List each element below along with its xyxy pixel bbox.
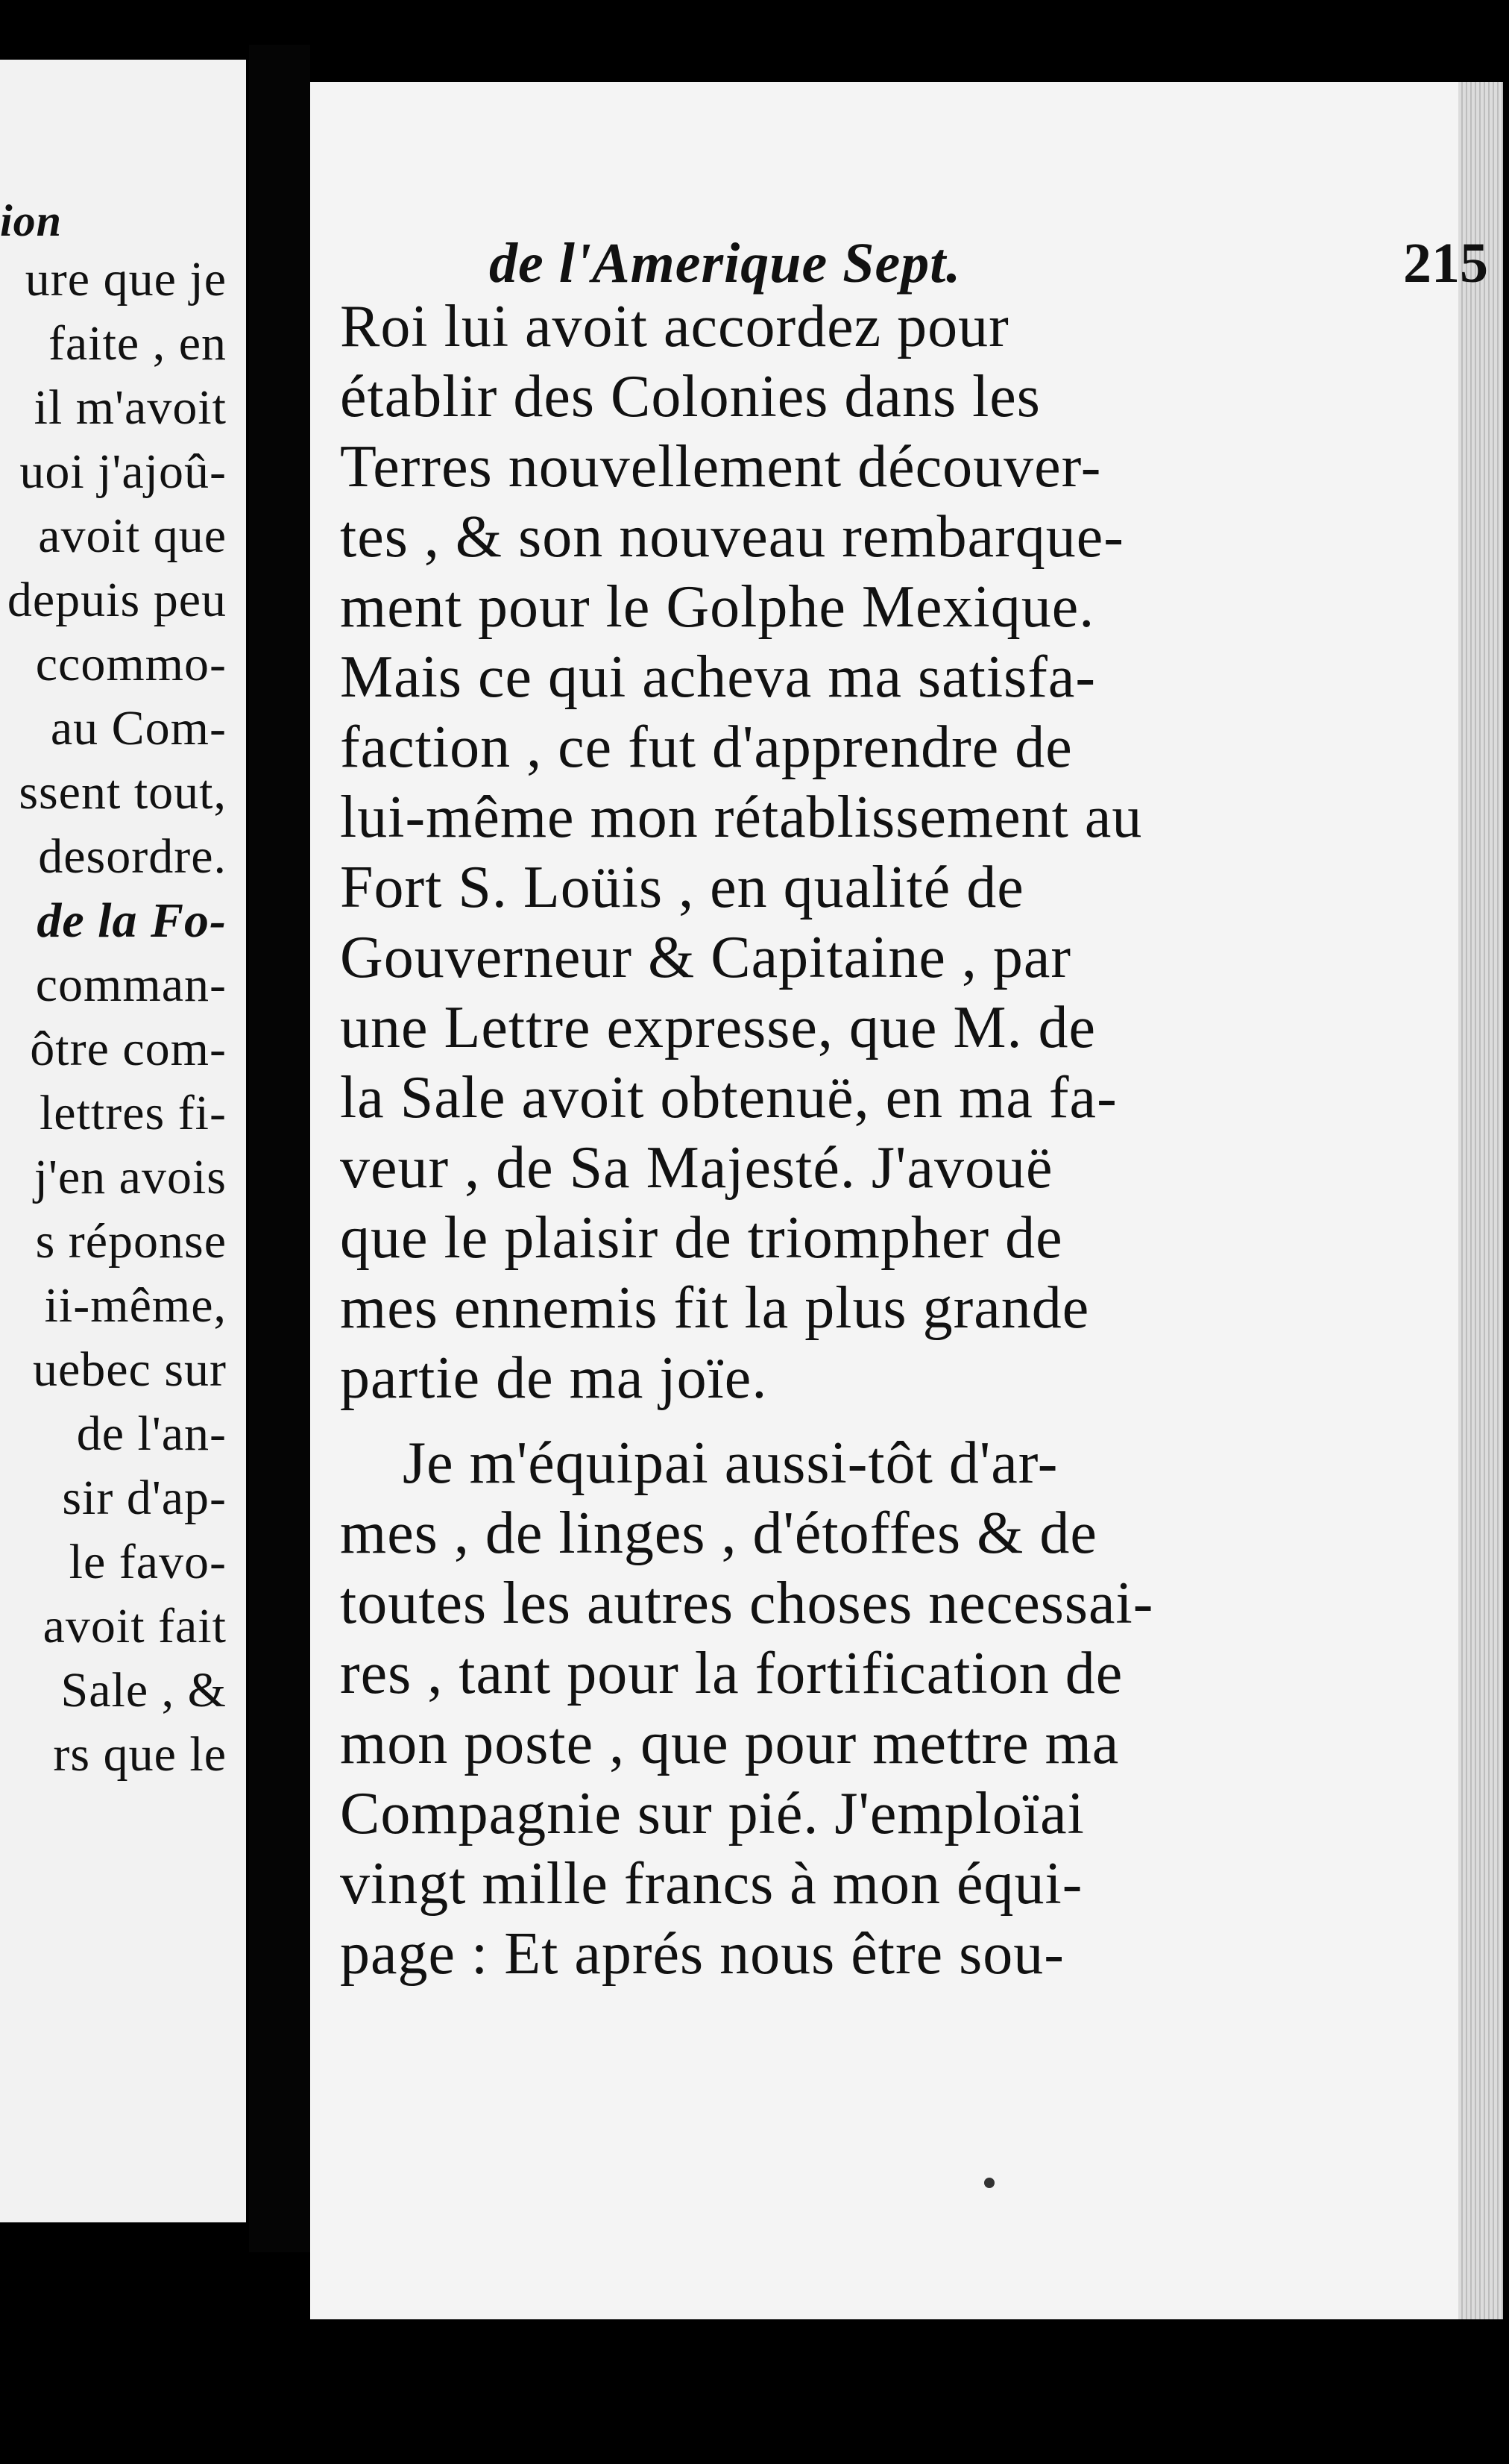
text-line: mes , de linges , d'étoffes & de (340, 1500, 1097, 1566)
text-line: une Lettre expresse, que M. de (340, 995, 1097, 1060)
left-line: Sale , & (60, 1663, 227, 1717)
page-edge (1458, 82, 1503, 2319)
left-line: le favo- (69, 1535, 227, 1589)
running-head (489, 231, 1488, 298)
left-line: lettres fi- (39, 1086, 227, 1140)
left-line: ôtre com- (30, 1022, 227, 1076)
text-line: Gouverneur & Capitaine , par (340, 925, 1072, 990)
left-line: uebec sur (32, 1342, 227, 1397)
text-line: partie de ma joïe. (340, 1345, 768, 1411)
left-line: de l'an- (76, 1407, 227, 1461)
left-line: uoi j'ajoû- (19, 444, 227, 499)
left-line: s réponse (35, 1214, 227, 1269)
text-line: page : Et aprés nous être sou- (340, 1921, 1065, 1987)
left-line: desordre. (38, 829, 227, 884)
text-line: Compagnie sur pié. J'emploïai (340, 1781, 1085, 1847)
running-head-title: de l'Amerique Sept. (489, 232, 962, 295)
paragraph-first-line: Je m'équipai aussi-tôt d'ar- (403, 1430, 1059, 1496)
left-line: faite , en (48, 316, 227, 371)
left-line: ii-même, (44, 1278, 227, 1333)
left-line: rs que le (53, 1727, 227, 1782)
left-line: comman- (35, 958, 227, 1012)
text-line: tes , & son nouveau rembarque- (340, 504, 1124, 570)
text-line: Terres nouvellement découver- (340, 434, 1102, 500)
text-line: Roi lui avoit accordez pour (340, 294, 1009, 359)
left-line: ccommo- (35, 637, 227, 691)
text-line: établir des Colonies dans les (340, 364, 1041, 430)
left-line: sir d'ap- (62, 1471, 227, 1525)
text-line: res , tant pour la fortification de (340, 1641, 1124, 1706)
left-line: ure que je (25, 252, 227, 307)
text-line: veur , de Sa Majesté. J'avouë (340, 1135, 1053, 1201)
left-line: j'en avois (34, 1150, 227, 1204)
left-line-italic: de la Fo- (37, 893, 227, 948)
text-line: Mais ce qui acheva ma satisfa- (340, 644, 1097, 710)
text-line: la Sale avoit obtenuë, en ma fa- (340, 1065, 1118, 1131)
text-line: que le plaisir de triompher de (340, 1205, 1063, 1271)
text-line: lui-même mon rétablissement au (340, 785, 1143, 850)
text-line: vingt mille francs à mon équi- (340, 1851, 1083, 1917)
left-line: avoit que (38, 509, 227, 563)
left-page (0, 60, 249, 2222)
left-line: au Com- (50, 701, 227, 755)
text-line: ment pour le Golphe Mexique. (340, 574, 1095, 640)
text-line: mes ennemis fit la plus grande (340, 1275, 1090, 1341)
left-line: avoit fait (42, 1599, 227, 1653)
left-line: depuis peu (7, 573, 227, 627)
text-line: faction , ce fut d'apprendre de (340, 714, 1073, 780)
page-number: 215 (1403, 232, 1488, 295)
text-line: mon poste , que pour mettre ma (340, 1711, 1120, 1776)
ink-speck (984, 2178, 995, 2188)
gutter (249, 45, 310, 2252)
left-line: il m'avoit (34, 380, 227, 435)
left-line: ssent tout, (19, 765, 227, 820)
text-line: toutes les autres choses necessai- (340, 1571, 1154, 1636)
text-line: Fort S. Loüis , en qualité de (340, 855, 1024, 920)
left-header-fragment: ion (0, 196, 63, 245)
